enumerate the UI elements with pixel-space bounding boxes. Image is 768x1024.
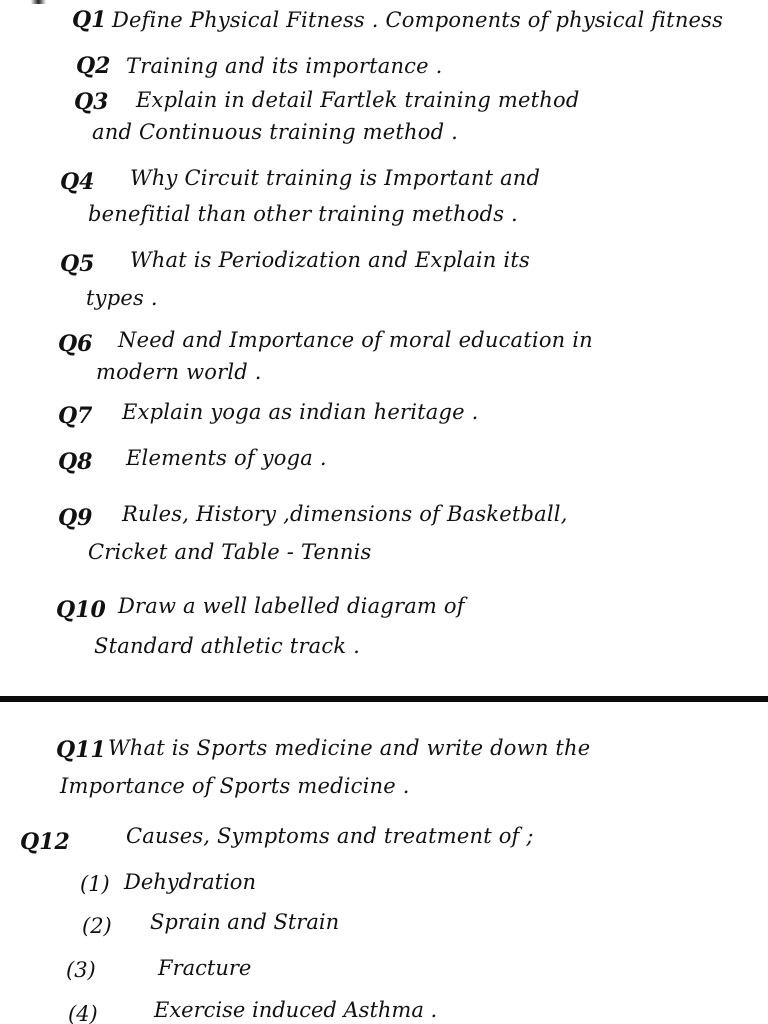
question-number: Q4 [60,169,95,195]
question-number: Q3 [74,89,109,115]
page-top-edge [0,0,768,4]
question-line: and Continuous training method . [92,120,458,144]
question-number: Q9 [58,505,93,531]
question-line: What is Periodization and Explain its [130,248,530,272]
question-number: Q10 [56,597,106,623]
question-line: Define Physical Fitness . Components of physical fitness [112,8,724,32]
subitem-marker: (4) [68,1002,98,1024]
question-line: types . [86,286,158,310]
question-line: What is Sports medicine and write down the [108,736,591,760]
subitem-marker: (3) [66,958,96,982]
handwritten-sheet-page-2 [0,702,768,1024]
question-line: Explain yoga as indian heritage . [122,400,479,424]
subitem-text: Fracture [158,956,252,980]
question-line: benefitial than other training methods . [88,202,518,226]
question-number: Q6 [58,331,93,357]
subitem-marker: (1) [80,872,110,896]
question-line: Training and its importance . [126,54,443,78]
question-number: Q2 [76,53,111,79]
question-number: Q1 [72,7,107,33]
subitem-text: Exercise induced Asthma . [154,998,438,1022]
subitem-text: Dehydration [124,870,256,894]
question-line: Importance of Sports medicine . [60,774,410,798]
question-number: Q11 [56,737,106,763]
subitem-text: Sprain and Strain [150,910,340,934]
question-line: Explain in detail Fartlek training method [136,88,580,112]
question-number: Q5 [60,251,95,277]
subitem-marker: (2) [82,914,112,938]
question-line: Why Circuit training is Important and [130,166,541,190]
question-line: Elements of yoga . [126,446,327,470]
question-line: Rules, History ,dimensions of Basketball, [122,502,568,526]
question-line: Need and Importance of moral education in [118,328,593,352]
question-number: Q8 [58,449,93,475]
question-line: Causes, Symptoms and treatment of ; [126,824,534,848]
question-line: modern world . [96,360,262,384]
question-number: Q12 [20,829,70,855]
question-line: Draw a well labelled diagram of [118,594,465,618]
question-line: Standard athletic track . [94,634,361,658]
question-number: Q7 [58,403,93,429]
question-line: Cricket and Table - Tennis [88,540,372,564]
